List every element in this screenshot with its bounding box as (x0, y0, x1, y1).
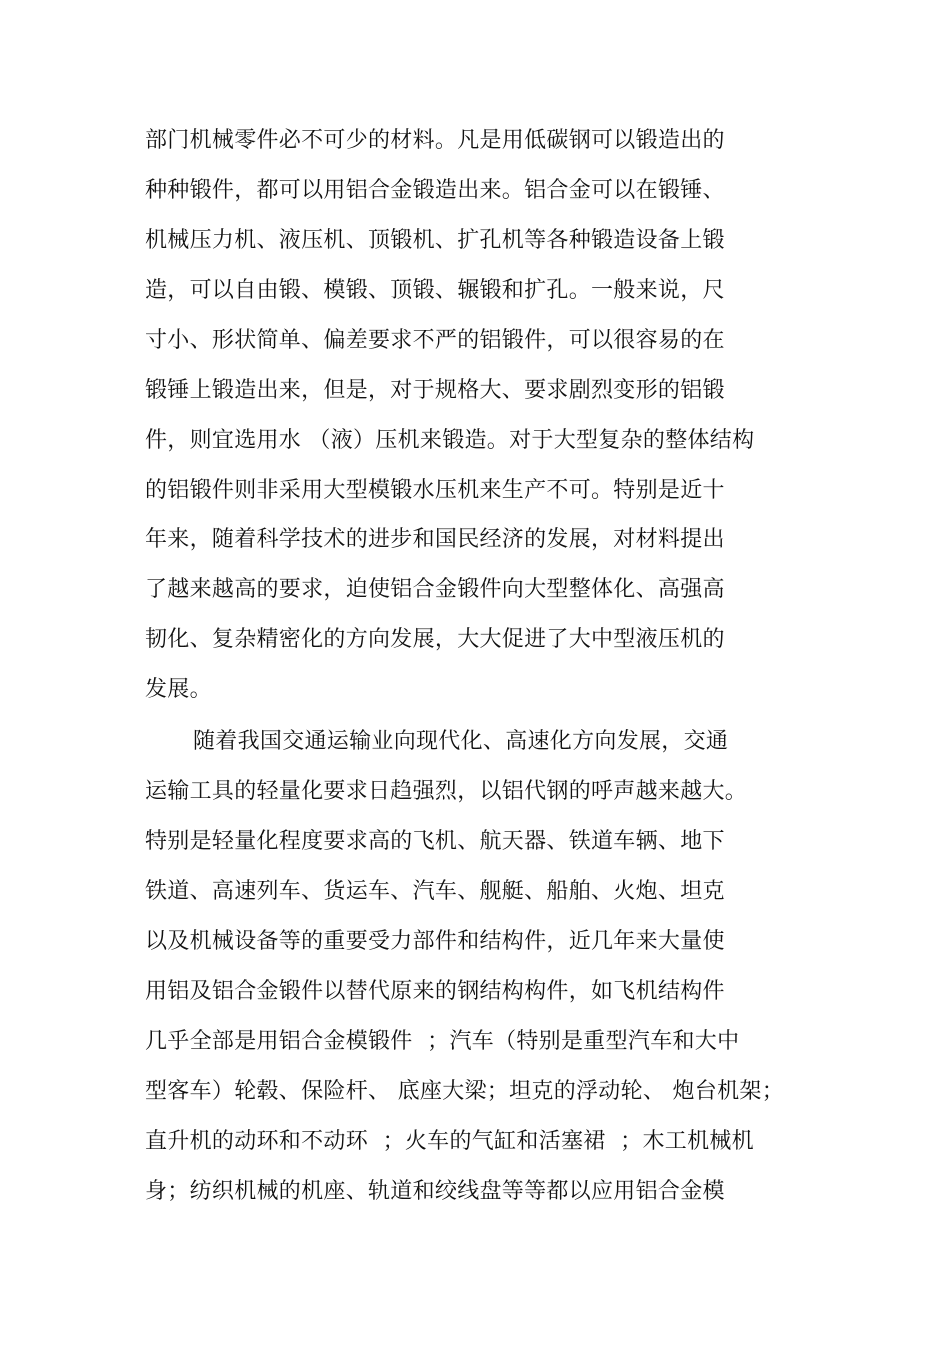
text-line: 韧化、复杂精密化的方向发展，大大促进了大中型液压机的 (145, 627, 725, 652)
text-line: 铁道、高速列车、货运车、汽车、舰艇、船舶、火炮、坦克 (145, 879, 725, 904)
text-line: 部门机械零件必不可少的材料。凡是用低碳钢可以锻造出的 (145, 128, 725, 153)
paragraph-first-line: 随着我国交通运输业向现代化、高速化方向发展，交通 (193, 729, 729, 754)
text-line: 种种锻件，都可以用铝合金锻造出来。铝合金可以在锻锤、 (145, 178, 725, 203)
text-line: 发展。 (145, 677, 212, 702)
text-line: 了越来越高的要求，迫使铝合金锻件向大型整体化、高强高 (145, 577, 725, 602)
text-line: 的铝锻件则非采用大型模锻水压机来生产不可。特别是近十 (145, 478, 725, 503)
text-line: 件，则宜选用水 （液）压机来锻造。对于大型复杂的整体结构 (145, 428, 755, 453)
text-line: 造，可以自由锻、模锻、顶锻、辗锻和扩孔。一般来说，尺 (145, 278, 725, 303)
text-line: 年来，随着科学技术的进步和国民经济的发展，对材料提出 (145, 527, 725, 552)
text-line: 寸小、形状简单、偏差要求不严的铝锻件，可以很容易的在 (145, 328, 725, 353)
text-line: 以及机械设备等的重要受力部件和结构件，近几年来大量使 (145, 929, 725, 954)
text-line: 机械压力机、液压机、顶锻机、扩孔机等各种锻造设备上锻 (145, 228, 725, 253)
text-line: 锻锤上锻造出来，但是，对于规格大、要求剧烈变形的铝锻 (145, 378, 725, 403)
text-line: 运输工具的轻量化要求日趋强烈，以铝代钢的呼声越来越大。 (145, 779, 748, 804)
text-line: 身；纺织机械的机座、轨道和绞线盘等等都以应用铝合金模 (145, 1179, 725, 1204)
text-line: 直升机的动环和不动环 ；火车的气缸和活塞裙 ；木工机械机 (145, 1129, 754, 1154)
text-line: 用铝及铝合金锻件以替代原来的钢结构构件，如飞机结构件 (145, 979, 725, 1004)
text-line: 几乎全部是用铝合金模锻件 ；汽车（特别是重型汽车和大中 (145, 1029, 740, 1054)
text-line: 特别是轻量化程度要求高的飞机、航天器、铁道车辆、地下 (145, 829, 725, 854)
text-line: 型客车）轮毂、保险杆、 底座大梁；坦克的浮动轮、 炮台机架； (145, 1079, 784, 1104)
